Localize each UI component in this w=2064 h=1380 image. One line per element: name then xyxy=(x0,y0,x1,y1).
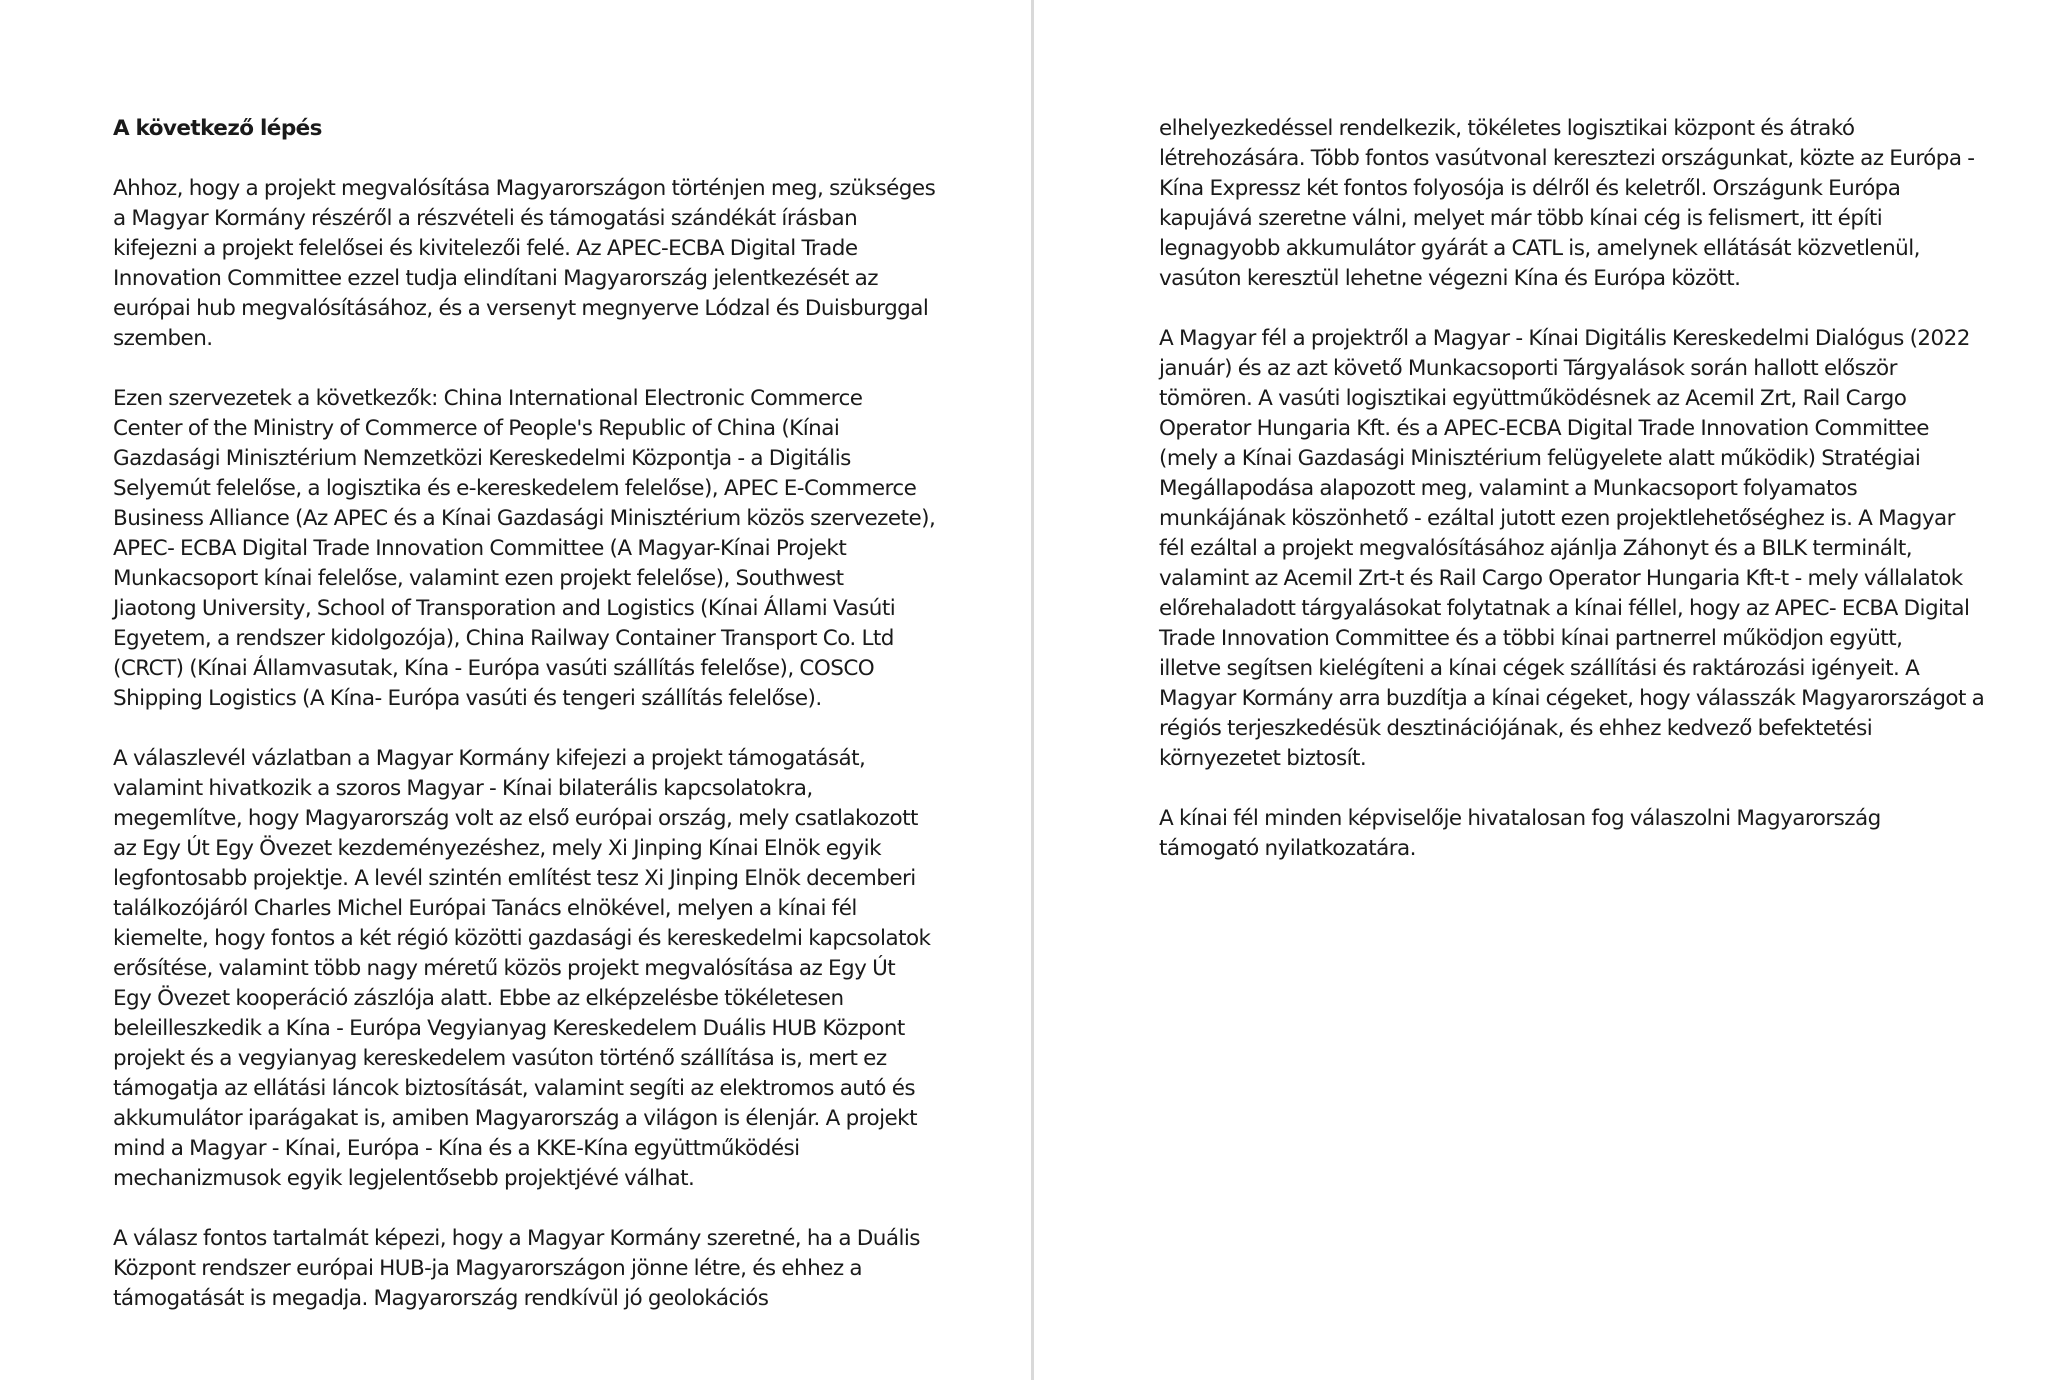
text-line: Operator Hungaria Kft. és a APEC-ECBA Digital Trade Innovation Committee xyxy=(1159,416,1929,441)
text-line: A válaszlevél vázlatban a Magyar Kormány kifejezi a projekt támogatását, xyxy=(113,746,866,771)
paragraph xyxy=(113,174,936,354)
text-line: szemben. xyxy=(113,326,213,351)
text-line: Gazdasági Minisztérium Nemzetközi Kereskedelmi Központja - a Digitális xyxy=(113,446,851,471)
text-line: kiemelte, hogy fontos a két régió közötti gazdasági és kereskedelmi kapcsolatok xyxy=(113,926,931,951)
text-line: vasúton keresztül lehetne végezni Kína és Európa között. xyxy=(1159,266,1741,291)
text-line: január) és az azt követő Munkacsoporti Tárgyalások során hallott először xyxy=(1159,356,1897,381)
text-line: Magyar Kormány arra buzdítja a kínai cégeket, hogy válasszák Magyarországot a xyxy=(1159,686,1985,711)
text-line: Business Alliance (Az APEC és a Kínai Gazdasági Minisztérium közös szervezete), xyxy=(113,506,936,531)
paragraph xyxy=(113,744,931,1194)
text-line: Egy Övezet kooperáció zászlója alatt. Ebbe az elképzelésbe tökéletesen xyxy=(113,986,844,1011)
text-line: létrehozására. Több fontos vasútvonal keresztezi országunkat, közte az Európa - xyxy=(1159,146,1975,171)
text-line: támogatja az ellátási láncok biztosítását, valamint segíti az elektromos autó és xyxy=(113,1076,916,1101)
text-line: támogató nyilatkozatára. xyxy=(1159,836,1416,861)
text-line: A kínai fél minden képviselője hivatalosan fog válaszolni Magyarország xyxy=(1159,806,1881,831)
text-line: Trade Innovation Committee és a többi kínai partnerrel működjon együtt, xyxy=(1159,626,1903,651)
text-line: az Egy Út Egy Övezet kezdeményezéshez, mely Xi Jinping Kínai Elnök egyik xyxy=(113,836,882,861)
text-line: elhelyezkedéssel rendelkezik, tökéletes logisztikai központ és átrakó xyxy=(1159,116,1855,141)
text-line: A válasz fontos tartalmát képezi, hogy a Magyar Kormány szeretné, ha a Duális xyxy=(113,1226,920,1251)
right-page xyxy=(1159,114,1985,894)
text-line: illetve segítsen kielégíteni a kínai cégek szállítási és raktározási igényeit. A xyxy=(1159,656,1920,681)
text-line: Ahhoz, hogy a projekt megvalósítása Magyarországon történjen meg, szükséges xyxy=(113,176,936,201)
text-line: akkumulátor iparágakat is, amiben Magyarország a világon is élenjár. A projekt xyxy=(113,1106,917,1131)
text-line: munkájának köszönhető - ezáltal jutott ezen projektlehetőséghez is. A Magyar xyxy=(1159,506,1955,531)
text-line: Ezen szervezetek a következők: China International Electronic Commerce xyxy=(113,386,863,411)
text-line: kifejezni a projekt felelősei és kivitelezői felé. Az APEC-ECBA Digital Trade xyxy=(113,236,858,261)
text-line: APEC- ECBA Digital Trade Innovation Committee (A Magyar-Kínai Projekt xyxy=(113,536,847,561)
text-line: valamint az Acemil Zrt-t és Rail Cargo Operator Hungaria Kft-t - mely vállalatok xyxy=(1159,566,1963,591)
text-line: (CRCT) (Kínai Államvasutak, Kína - Európa vasúti szállítás felelőse), COSCO xyxy=(113,656,875,681)
text-line: A Magyar fél a projektről a Magyar - Kínai Digitális Kereskedelmi Dialógus (2022 xyxy=(1159,326,1970,351)
text-line: Megállapodása alapozott meg, valamint a Munkacsoport folyamatos xyxy=(1159,476,1858,501)
text-line: európai hub megvalósításához, és a versenyt megnyerve Lódzal és Duisburggal xyxy=(113,296,929,321)
text-line: legfontosabb projektje. A levél szintén említést tesz Xi Jinping Elnök decemberi xyxy=(113,866,916,891)
text-line: Kína Expressz két fontos folyosója is délről és keletről. Országunk Európa xyxy=(1159,176,1901,201)
text-line: (mely a Kínai Gazdasági Minisztérium felügyelete alatt működik) Stratégiai xyxy=(1159,446,1921,471)
text-line: a Magyar Kormány részéről a részvételi és támogatási szándékát írásban xyxy=(113,206,858,231)
text-line: Selyemút felelőse, a logisztika és e-kereskedelem felelőse), APEC E-Commerce xyxy=(113,476,917,501)
paragraph xyxy=(1159,804,1959,864)
text-line: mind a Magyar - Kínai, Európa - Kína és a KKE-Kína együttműködési xyxy=(113,1136,800,1161)
text-line: beleilleszkedik a Kína - Európa Vegyianyag Kereskedelem Duális HUB Központ xyxy=(113,1016,905,1041)
text-line: Központ rendszer európai HUB-ja Magyarországon jönne létre, és ehhez a xyxy=(113,1256,862,1281)
text-line: megemlítve, hogy Magyarország volt az első európai ország, mely csatlakozott xyxy=(113,806,918,831)
page-divider xyxy=(1031,0,1034,1380)
paragraph xyxy=(113,1224,920,1314)
text-line: erősítése, valamint több nagy méretű közös projekt megvalósítása az Egy Út xyxy=(113,956,896,981)
text-line: előrehaladott tárgyalásokat folytatnak a kínai féllel, hogy az APEC- ECBA Digital xyxy=(1159,596,1970,621)
text-line: kapujává szeretne válni, melyet már több kínai cég is felismert, itt építi xyxy=(1159,206,1883,231)
paragraph xyxy=(113,384,936,714)
paragraph xyxy=(1159,114,1975,294)
paragraph xyxy=(1159,324,1985,774)
text-line: környezetet biztosít. xyxy=(1159,746,1367,771)
left-page xyxy=(113,114,936,1344)
text-line: Munkacsoport kínai felelőse, valamint ezen projekt felelőse), Southwest xyxy=(113,566,844,591)
text-line: támogatását is megadja. Magyarország rendkívül jó geolokációs xyxy=(113,1286,769,1311)
text-line: legnagyobb akkumulátor gyárát a CATL is, amelynek ellátását közvetlenül, xyxy=(1159,236,1920,261)
text-line: fél ezáltal a projekt megvalósításához ajánlja Záhonyt és a BILK terminált, xyxy=(1159,536,1912,561)
text-line: Jiaotong University, School of Transporation and Logistics (Kínai Állami Vasúti xyxy=(113,596,896,621)
text-line: tömören. A vasúti logisztikai együttműködésnek az Acemil Zrt, Rail Cargo xyxy=(1159,386,1907,411)
section-heading: A következő lépés xyxy=(113,116,322,141)
text-line: Center of the Ministry of Commerce of People's Republic of China (Kínai xyxy=(113,416,840,441)
text-line: valamint hivatkozik a szoros Magyar - Kínai bilaterális kapcsolatokra, xyxy=(113,776,813,801)
text-line: Innovation Committee ezzel tudja elindítani Magyarország jelentkezését az xyxy=(113,266,878,291)
text-line: régiós terjeszkedésük desztinációjának, és ehhez kedvező befektetési xyxy=(1159,716,1873,741)
left-page-body xyxy=(113,174,936,1314)
right-page-body xyxy=(1159,114,1985,864)
text-line: találkozójáról Charles Michel Európai Tanács elnökével, melyen a kínai fél xyxy=(113,896,857,921)
text-line: Shipping Logistics (A Kína- Európa vasúti és tengeri szállítás felelőse). xyxy=(113,686,822,711)
text-line: projekt és a vegyianyag kereskedelem vasúton történő szállítása is, mert ez xyxy=(113,1046,887,1071)
text-line: mechanizmusok egyik legjelentősebb projektjévé válhat. xyxy=(113,1166,695,1191)
text-line: Egyetem, a rendszer kidolgozója), China Railway Container Transport Co. Ltd xyxy=(113,626,894,651)
